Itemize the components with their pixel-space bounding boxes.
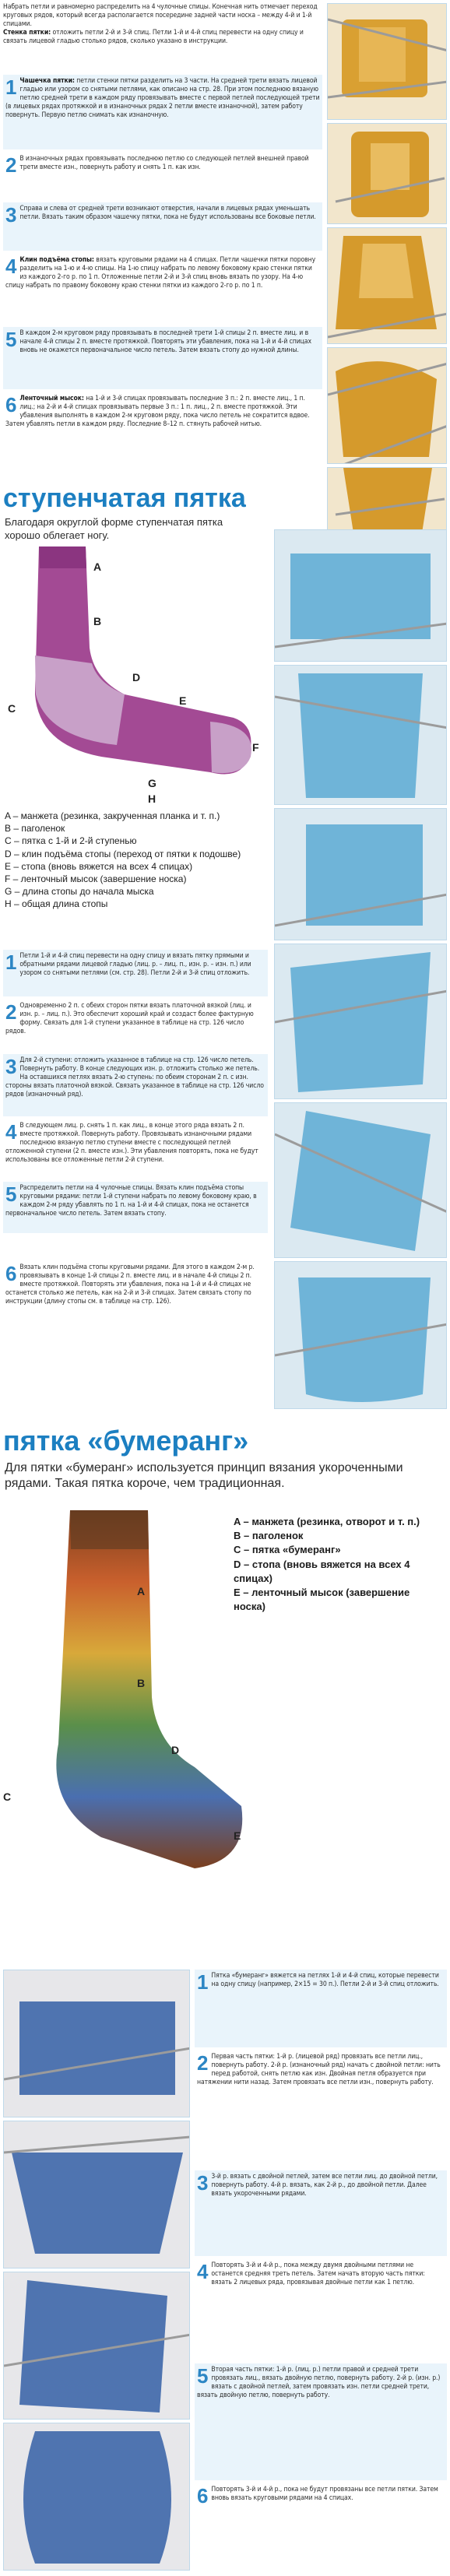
blue-knitting-illustration (275, 530, 447, 662)
blue-knitting-illustration (275, 1262, 447, 1409)
boomerang-step-3 (195, 2170, 447, 2256)
step-number: 3 (5, 203, 17, 227)
legend-item: E – стопа (вновь вяжется на всех 4 спицах) (5, 860, 193, 872)
step-text: В изнаночных рядах провязывать последнюю петлю со следующей петлей внешней правой трети вместе изн., повернуть работу и снять 1 п. как изн. (19, 155, 309, 171)
step-number: 2 (5, 1000, 17, 1024)
step-text: Первая часть пятки: 1-й р. (лицевой ряд) провязать все петли лиц., повернуть работу. 2-й р. (изнаночный ряд) начать с двойной петли: нить перед работой, снять петлю как изн. Двойная петля образуется при натяжении нити назад. Затем провязать все петли изн., повернуть работу. (197, 2053, 441, 2086)
stepped-legend (5, 810, 262, 911)
boomerang-photo-4 (3, 2423, 190, 2571)
step-number: 6 (5, 1262, 17, 1285)
classic-photo-2 (327, 123, 447, 224)
label-f: F (252, 741, 259, 754)
step-text: вязать круговыми рядами на 4 спицах. Петли чашечки пятки поровну разделить на 1-ю и 4-ю спицы. На 1-ю спицу набрать по левому боковому краю стенки пятки из каждого 2-го р. по 1 п. Отложенные петли 2-й и 3-й спиц вновь вязать по узору. На 4-ю спицу набрать по правому боковому краю стенки пятки из каждого 2-го р. по 1 п. (5, 256, 316, 290)
classic-step-1 (3, 75, 322, 149)
legend-item: C – пятка с 1-й и 2-й ступенью (5, 835, 137, 847)
mustard-knitting-illustration (328, 4, 447, 120)
step-text: Одновременно 2 п. с обеих сторон пятки вязать платочной вязкой (лиц. и изн. р. – лиц. п.). Это обеспечит хороший край и создаст более фактурную форму. Связать для 1-й ступени указанное в таблице на стр. 126 число рядов. (5, 1002, 254, 1035)
step-number: 3 (5, 1055, 17, 1078)
intro-paragraph (3, 3, 322, 46)
legend-item: D – стопа (вновь вяжется на всех 4 спицах) (234, 1558, 410, 1584)
heel-wall-lead: Стенка пятки: (3, 29, 51, 37)
stepped-photo-3 (274, 808, 447, 940)
lilac-sock-illustration (8, 546, 265, 803)
classic-step-5 (3, 327, 322, 389)
classic-step-2 (3, 153, 322, 199)
stepped-step-2 (3, 1000, 268, 1051)
step-number: 2 (197, 2051, 209, 2075)
step-number: 1 (5, 76, 17, 99)
boomerang-heel-title: пятка «бумеранг» (3, 1425, 249, 1457)
step-text: В следующем лиц. р. снять 1 п. как лиц., в конце этого ряда вязать 2 п. вместе протяжкой. Повернуть работу. Провязывать изнаночными рядами последнюю вязаную петлю ступени вместе с последующей петлей отложенной ступени (2 п. вместе изн.). Эти убавления повторять, пока не будут использованы все отложенные петли 2-й ступени. (5, 1122, 258, 1164)
blue-knitting-illustration (275, 809, 447, 940)
label-b: B (137, 1677, 146, 1689)
mustard-knitting-illustration (328, 228, 447, 344)
boomerang-heel-subtitle: Для пятки «бумеранг» используется принцип вязания укороченными рядами. Такая пятка короче, чем традиционная. (5, 1461, 403, 1490)
boomerang-steps-section (0, 1970, 450, 2576)
stepped-step-6 (3, 1261, 268, 1331)
step-lead: Ленточный мысок: (19, 395, 84, 402)
blue-knitting-illustration (275, 1103, 447, 1258)
stepped-heel-title: ступенчатая пятка (3, 483, 246, 513)
intro-text: Набрать петли и равномерно распределить на 4 чулочные спицы. Конечная нить отмечает переход круговых рядов, который всегда располагается посередине задней части носка – между 4-й и 1-й спицами. (3, 3, 318, 28)
legend-item: B – паголенок (234, 1530, 304, 1542)
step-number: 1 (5, 951, 17, 974)
legend-item: H – общая длина стопы (5, 898, 108, 910)
label-d: D (171, 1744, 180, 1756)
boomerang-step-1 (195, 1970, 447, 2047)
step-text: Распределить петли на 4 чулочные спицы. Вязать клин подъёма стопы круговыми рядами: петли 1-й ступени набрать по левому боковому краю, в каждом 2-м ряду убавлять по 1 п. на 1-й и 4-й спицах, пока не останется первоначальное число петель. Затем вязать стопу. (5, 1184, 257, 1218)
legend-item: A – манжета (резинка, закрученная планка и т. п.) (5, 810, 220, 821)
boomerang-step-6 (195, 2483, 447, 2569)
legend-item: D – клин подъёма стопы (переход от пятки к подошве) (5, 848, 241, 859)
stepped-heel-subtitle: Благодаря округлой форме ступенчатая пятка хорошо облегает ногу. (5, 516, 223, 541)
step-text: Повторять 3-й и 4-й р., пока не будут провязаны все петли пятки. Затем вновь вязать круговыми рядами на 4 спицах. (211, 2486, 438, 2502)
mustard-knitting-illustration (328, 348, 447, 464)
step-number: 5 (5, 328, 17, 351)
step-number: 3 (197, 2171, 209, 2195)
step-number: 4 (5, 1120, 17, 1144)
stepped-photo-5 (274, 1102, 447, 1258)
boomerang-step-4 (195, 2259, 447, 2360)
step-number: 5 (5, 1183, 17, 1206)
boomerang-step-2 (195, 2051, 447, 2167)
denim-knitting-illustration (4, 2423, 190, 2571)
legend-item: F – ленточный мысок (завершение носка) (5, 873, 187, 884)
stepped-heel-continued (0, 1261, 450, 1417)
boomerang-heel-section (0, 1425, 450, 1970)
step-number: 4 (5, 255, 17, 278)
step-lead: Клин подъёма стопы: (19, 256, 94, 264)
step-text: Справа и слева от средней трети возникают отверстия, начали в лицевых рядах уменьшать петли. Вязать таким образом чашечку пятки, пока не будут использованы все боковые петли. (19, 205, 316, 221)
boomerang-photo-2 (3, 2121, 190, 2268)
stepped-photo-2 (274, 665, 447, 805)
denim-knitting-illustration (4, 2272, 190, 2420)
stepped-step-1 (3, 950, 268, 996)
striped-sock-drawing (16, 1510, 249, 1876)
step-lead: Чашечка пятки: (19, 77, 75, 85)
step-text: В каждом 2-м круговом ряду провязывать в последней трети 1-й спицы 2 п. вместе лиц. и в начале 4-й спицы 2 п. вместе протяжкой. Повторять эти убавления, пока на 1-й и 4-й спицах вновь не окажется первоначальное число петель. Затем вязать стопу до нужной длины. (19, 329, 311, 354)
denim-knitting-illustration (4, 1970, 190, 2117)
classic-step-3 (3, 202, 322, 251)
step-number: 5 (197, 2364, 209, 2388)
label-a: A (137, 1585, 146, 1597)
label-e: E (234, 1829, 241, 1842)
legend-item: E – ленточный мысок (завершение носка) (234, 1586, 410, 1613)
boomerang-legend (234, 1515, 444, 1614)
heel-wall-text: отложить петли 2-й и 3-й спиц. Петли 1-й и 4-й спиц перевести на одну спицу и связать лицевой гладью столько рядов, сколько указано в инструкции. (3, 29, 304, 45)
stepped-heel-section (0, 483, 450, 1261)
classic-photo-4 (327, 347, 447, 464)
step-number: 6 (197, 2484, 209, 2507)
classic-step-4 (3, 254, 322, 324)
step-text: Пятка «бумеранг» вяжется на петлях 1-й и 4-й спиц, которые перевести на одну спицу (например, 2×15 = 30 п.). Петли 2-й и 3-й спиц отложить. (211, 1972, 439, 1988)
step-text: на 1-й и 3-й спицах провязывать последние 3 п.: 2 п. вместе лиц., 1 п. лиц.; на 2-й и 4-й спицах провязывать первые 3 п.: 1 п. лиц., 2 п. вместе протяжкой. Эти убавления выполнять в каждом 2-м круговом ряду, пока число петель не сократится вдвое. Затем убавлять петли в каждом ряду. Последние 8–12 п. стянуть рабочей нитью. (5, 395, 310, 428)
stepped-step-4 (3, 1119, 268, 1179)
label-c: C (8, 702, 16, 715)
blue-knitting-illustration (275, 944, 447, 1099)
blue-knitting-illustration (275, 666, 447, 805)
boomerang-photo-3 (3, 2272, 190, 2420)
legend-item: G – длина стопы до начала мыска (5, 886, 154, 898)
striped-sock-illustration (16, 1510, 249, 1876)
label-b: B (93, 615, 102, 627)
label-g: G (148, 777, 156, 789)
step-text: Повторять 3-й и 4-й р., пока между двумя двойными петлями не останется средняя треть петель. Затем начать вторую часть пятки: вязать 2 лицевых ряда, провязывая двойные петли как 1 петлю. (211, 2261, 425, 2286)
stepped-step-3 (3, 1054, 268, 1116)
stepped-photo-1 (274, 529, 447, 662)
legend-item: A – манжета (резинка, отворот и т. п.) (234, 1516, 420, 1527)
mustard-knitting-illustration (328, 124, 447, 224)
step-text: Петли 1-й и 4-й спиц перевести на одну спицу и вязать пятку прямыми и обратными рядами лицевой гладью (лиц. р. – лиц. п., изн. р. – изн. п.) или узором со снятыми петлями (см. стр. 28). Петли 2-й и 3-й спиц отложить. (19, 952, 251, 977)
label-a: A (93, 561, 102, 573)
stepped-step-5 (3, 1182, 268, 1233)
step-text: 3-й р. вязать с двойной петлей, затем все петли лиц. до двойной петли, повернуть работу. 4-й р. вязать, как 2-й р., до двойной петли. Далее вязать укороченными рядами. (211, 2173, 438, 2198)
step-text: Вязать клин подъёма стопы круговыми рядами. Для этого в каждом 2-м р. провязывать в конце 1-й спицы 2 п. вместе лиц. и в начале 4-й спицы 2 п. вместе протяжкой. Повторять эти убавления, пока на 1-й и 4-й спицах не останется столько же петель, как на 2-й и 3-й спицах. Затем связать стопу по инструкции (длину стопы см. в таблице на стр. 126). (5, 1263, 255, 1306)
stepped-photo-6 (274, 1261, 447, 1409)
step-number: 6 (5, 393, 17, 416)
label-e: E (179, 694, 187, 707)
step-text: Вторая часть пятки: 1-й р. (лиц. р.) петли правой и средней трети провязать лиц., вязать двойную петлю, повернуть работу. 2-й р. (изн. р.) вязать с двойной петлей, затем провязать изн. петли средней трети, вязать двойную петлю, повернуть работу. (197, 2366, 441, 2399)
denim-knitting-illustration (4, 2121, 190, 2268)
label-c: C (3, 1791, 12, 1803)
label-d: D (132, 671, 141, 684)
legend-item: B – паголенок (5, 823, 65, 835)
step-number: 4 (197, 2260, 209, 2283)
legend-item: C – пятка «бумеранг» (234, 1544, 341, 1556)
boomerang-photo-1 (3, 1970, 190, 2117)
classic-step-6 (3, 392, 322, 470)
classic-photo-3 (327, 227, 447, 344)
label-h: H (148, 792, 156, 805)
classic-photo-1 (327, 3, 447, 120)
boomerang-step-5 (195, 2363, 447, 2480)
step-number: 1 (197, 1970, 209, 1994)
step-text: петли стенки пятки разделить на 3 части. На средней трети вязать лицевой гладью или узором со снятыми петлями, как описано на стр. 28. При этом последнюю вязаную петлю средней трети в каждом ряду провязывать вместе с первой петлей последующей трети (в лицевых рядах протяжкой и в изнаночных рядах 2 петли вместе изнаночной), затем работу повернуть. Первую петлю снимать как изнаночную. (5, 77, 320, 119)
step-number: 2 (5, 153, 17, 177)
step-text: Для 2-й ступени: отложить указанное в таблице на стр. 126 число петель. Повернуть работу. В конце следующих изн. р. отложить столько же петель. На оставшихся петлях вязать 2-ю ступень: по обеим сторонам 2 п. с изн. стороны вязать платочной вязкой. Связать указанное в таблице на стр. 126 число рядов (изнаночный ряд). (5, 1056, 264, 1098)
stepped-photo-4 (274, 944, 447, 1099)
